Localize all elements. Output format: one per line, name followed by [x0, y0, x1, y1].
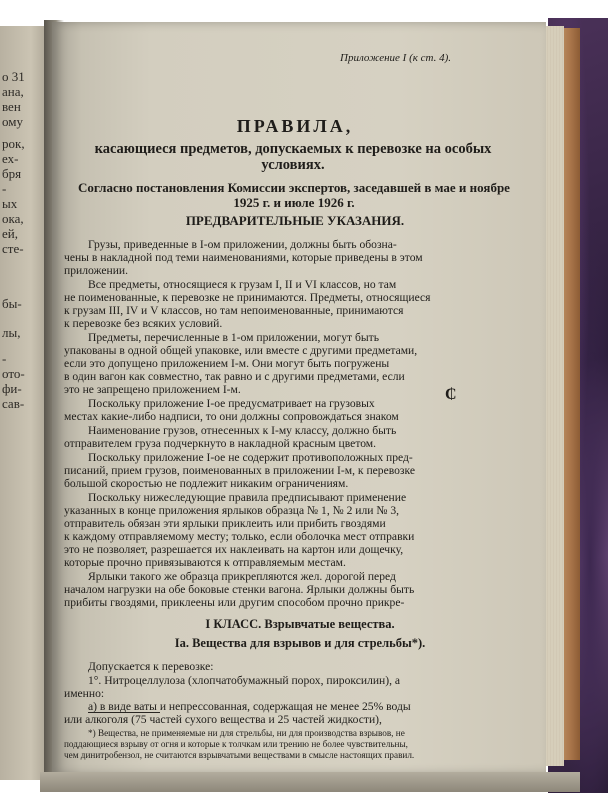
- text-line: а) в виде ваты и непрессованная, содержащая не менее 25% воды: [88, 700, 411, 713]
- text-line: к каждому отправляемому месту; только, если оболочка мест отправки: [64, 530, 415, 543]
- text-line: или алкоголя (75 частей сухого вещества и 25 частей жидкости),: [64, 713, 382, 726]
- text-line: указанных в конце приложения ярлыков образца № 1, № 2 или № 3,: [64, 504, 400, 517]
- text-line: Ярлыки такого же образца прикрепляются жел. дорогой перед: [88, 570, 396, 583]
- class-heading: I КЛАСС. Взрывчатые вещества.: [205, 617, 395, 631]
- text-line: Поскольку приложение I-ое не содержит противоположных пред-: [88, 451, 413, 464]
- text-line: Наименование грузов, отнесенных к I-му классу, должно быть: [88, 424, 397, 437]
- left-fragment: ей,: [2, 226, 18, 241]
- text-line: упакованы в одной общей упаковке, или вместе с другими предметами,: [64, 344, 418, 357]
- text-line: отправителем груза подчеркнуто в накладной красным цветом.: [64, 437, 377, 450]
- text-line: большой скоростью не подлежит никаким ограничениям.: [64, 477, 349, 490]
- text-line: это не запрещено приложением I-м.: [64, 383, 241, 396]
- left-fragment: -: [2, 351, 7, 366]
- left-fragment: бы-: [2, 296, 22, 311]
- left-fragment: ех-: [2, 151, 19, 166]
- left-fragment: сте-: [2, 241, 24, 256]
- text-line: писаний, прием грузов, поименованных в приложении I-м, к перевозке: [64, 464, 415, 477]
- document-title: ПРАВИЛА,: [236, 116, 354, 136]
- text-line: именно:: [64, 687, 105, 700]
- text-line: началом нагрузки на обе боковые стенки вагона. Ярлыки должны быть: [64, 583, 415, 596]
- text-line: это не позволяет, разрешается их наклеивать на картон или дощечку,: [64, 543, 404, 556]
- text-line: не поименованные, к перевозке не принимаются. Предметы, относящиеся: [64, 291, 431, 304]
- text-line: Предметы, перечисленные в 1-ом приложении, могут быть: [88, 331, 380, 344]
- text-line: чены в накладной под теми наименованиями, которые приведены в этом: [64, 251, 423, 264]
- left-fragment: рок,: [2, 136, 25, 151]
- text-line: местах какие-либо надписи, то они должны сопровождаться знаком: [64, 410, 399, 423]
- document-subtitle: касающиеся предметов, допускаемых к перевозке на особых условиях.: [94, 141, 492, 173]
- text-line: Грузы, приведенные в I-ом приложении, должны быть обозна-: [88, 238, 397, 251]
- text-line: к перевозке без всяких условий.: [64, 317, 223, 330]
- text-line: Все предметы, относящиеся к грузам I, II и VI классов, но там: [88, 278, 397, 291]
- class-subheading: Ia. Вещества для взрывов и для стрельбы*).: [174, 636, 426, 650]
- left-fragment: фи-: [2, 381, 22, 396]
- left-fragment: -: [2, 181, 7, 196]
- footnote-line: поддающиеся взрыву от огня и которые к толчкам или трению не более чувствительны,: [64, 739, 408, 749]
- footnote-line: *) Вещества, не применяемые ни для стрельбы, ни для производства взрывов, не: [88, 728, 405, 738]
- text-line: в один вагон как совместно, так равно и с другими предметами, если: [64, 370, 405, 383]
- text-line: отправитель обязан эти ярлыки приклеить или прибить гвоздями: [64, 517, 386, 530]
- footnote-line: чем динитробензол, не считаются взрывчатыми веществами в смысле настоящих правил.: [64, 750, 415, 760]
- text-line: Поскольку приложение I-ое предусматривает на грузовых: [88, 397, 375, 410]
- decree-line: Согласно постановления Комиссии экспертов, заседавшей в мае и ноябре 1925 г. и июле 1926 г.: [78, 180, 510, 210]
- left-fragment: бря: [2, 166, 22, 181]
- left-fragment: ана,: [2, 84, 24, 99]
- footnote-rule: [88, 712, 160, 713]
- cover-edge: [562, 28, 580, 760]
- text-line: 1°. Нитроцеллулоза (хлопчатобумажный порох, пироксилин), а: [88, 674, 401, 687]
- left-fragment: ото-: [2, 366, 25, 381]
- left-fragment: ых: [2, 196, 18, 211]
- text-line: если это допущено приложением I-м. Они могут быть погружены: [64, 357, 390, 370]
- left-fragment: лы,: [2, 325, 21, 340]
- page-bottom-edge: [40, 772, 580, 792]
- appendix-note: Приложение I (к ст. 4).: [340, 52, 452, 64]
- text-line: к грузам III, IV и V классов, но там непоименованные, принимаются: [64, 304, 404, 317]
- text-line: Допускается к перевозке:: [88, 660, 214, 673]
- left-fragment: ока,: [2, 211, 24, 226]
- text-line: Поскольку нижеследующие правила предписывают применение: [88, 491, 407, 504]
- left-fragment: о 31: [2, 69, 25, 84]
- left-fragment: ому: [2, 114, 23, 129]
- text-line: которые прочно привязываются к отправляемым местам.: [64, 556, 346, 569]
- section-heading: ПРЕДВАРИТЕЛЬНЫЕ УКАЗАНИЯ.: [185, 213, 405, 228]
- left-fragment: вен: [2, 99, 21, 114]
- marking-sign: ₵: [445, 386, 457, 403]
- text-line: приложении.: [64, 264, 129, 277]
- left-fragment: сав-: [2, 396, 25, 411]
- text-line: прибиты гвоздями, приклеены или другим способом прочно прикре-: [64, 596, 405, 609]
